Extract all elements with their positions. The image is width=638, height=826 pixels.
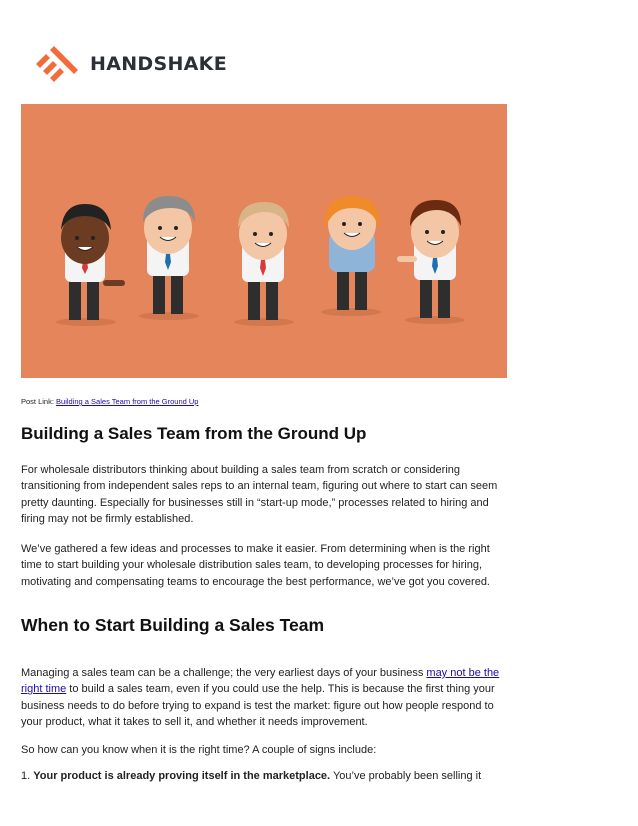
- right-time-link[interactable]: may not be the right time: [21, 667, 500, 696]
- brand-name: HANDSHAKE: [90, 53, 227, 75]
- section-paragraph-1-start: Managing a sales team can be a challenge; the very earliest days of your business: [21, 667, 427, 679]
- post-link-label: Post Link:: [21, 397, 57, 406]
- list-item-1-bold: Your product is already proving itself in the marketplace.: [33, 770, 331, 782]
- article-title: Building a Sales Team from the Ground Up: [21, 424, 367, 443]
- section-paragraph-1-end: to build a sales team, even if you could use the help. This is because the first thing your business needs to do before trying to expand is test the market: figure out how people respond to your product, what it takes to sell it, and whether it needs improvement.: [21, 683, 495, 728]
- section-paragraph-2: So how can you know when it is the right time? A couple of signs include:: [21, 744, 377, 756]
- intro-paragraph-2: We’ve gathered a few ideas and processes to make it easier. From determining when is the right time to start building your wholesale distribution sales team, to developing processes for hiring, motivating and compensating teams to encourage the best performance, we’ve got you covered.: [21, 543, 490, 588]
- list-item-1-text: You’ve probably been selling it: [330, 770, 482, 782]
- person-3-illustration: [238, 202, 289, 320]
- post-link-line: [21, 397, 198, 406]
- section-paragraph-1: [21, 665, 507, 730]
- person-2-illustration: [143, 196, 195, 314]
- section-heading: When to Start Building a Sales Team: [21, 615, 325, 635]
- intro-paragraph-1: For wholesale distributors thinking about building a sales team from scratch or considering transitioning from independent sales reps to an internal team, figuring out where to start can seem pretty daunting. Especially for businesses still in “start-up mode,” processes related to hiring and firing may not be firmly established.: [21, 464, 498, 525]
- handshake-logo[interactable]: [34, 44, 227, 84]
- person-5-illustration: [397, 200, 461, 318]
- person-1-illustration: [61, 204, 125, 320]
- person-4-illustration: [325, 196, 380, 310]
- list-item-1: [21, 768, 507, 784]
- post-link-anchor[interactable]: Building a Sales Team from the Ground Up: [56, 397, 199, 406]
- handshake-logo-icon: [34, 44, 82, 84]
- list-item-1-number: 1.: [21, 770, 34, 782]
- hero-illustration: [21, 104, 507, 378]
